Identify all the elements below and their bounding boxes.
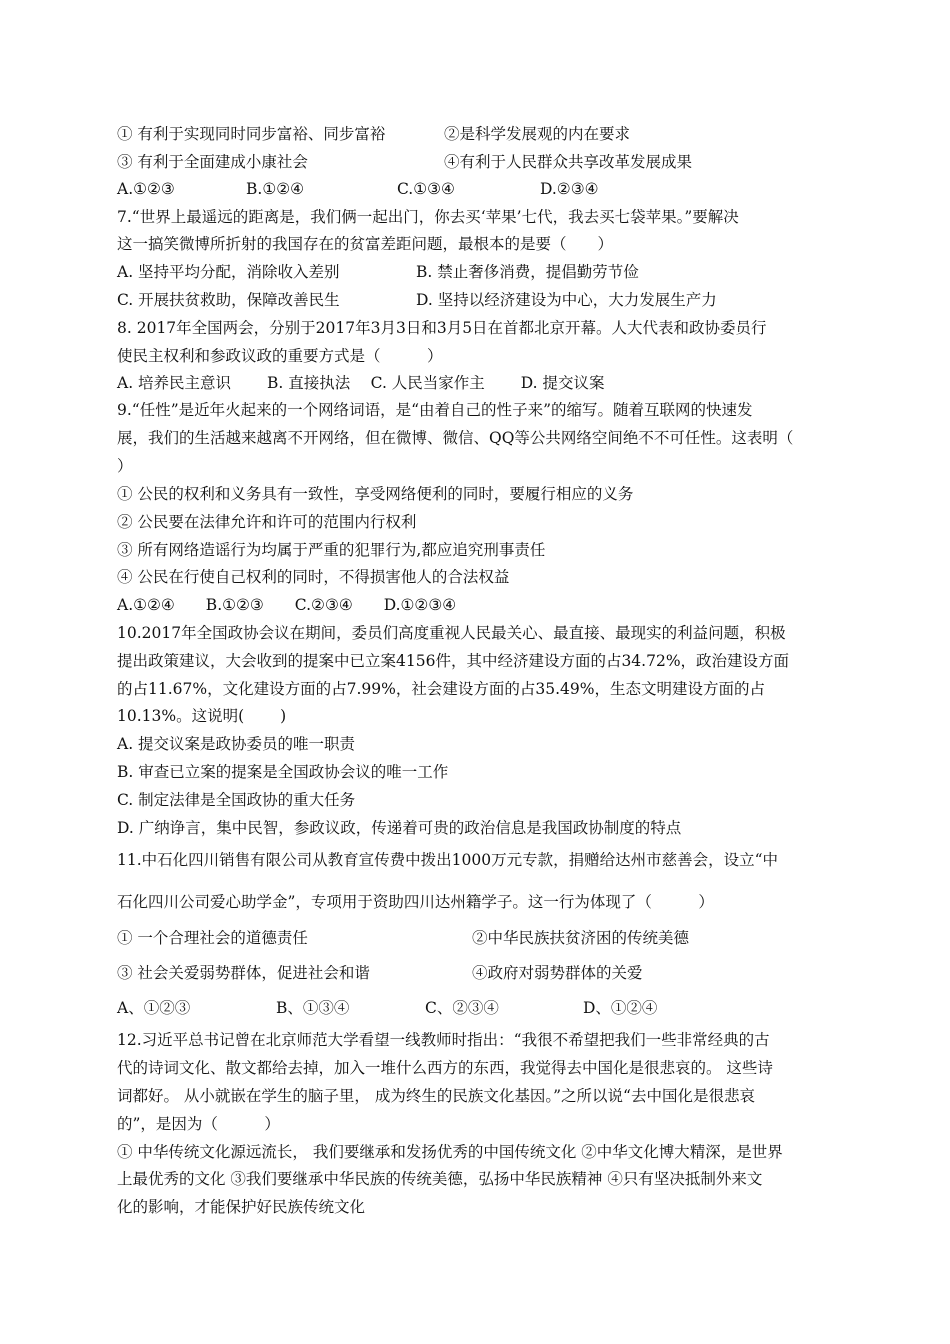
q12-statements-line-3: 化的影响，才能保护好民族传统文化 — [117, 1198, 366, 1216]
q12-statements-line-1: ① 中华传统文化源远流长， 我们要继承和发扬优秀的中国传统文化 ②中华文化博大精深，是世界 — [117, 1143, 783, 1161]
q10-stem-line-2: 提出政策建议，大会收到的提案中已立案4156件，其中经济建设方面的占34.72%，政治建设方面 — [117, 652, 790, 670]
q11-answer-d: D、①②④ — [583, 999, 658, 1017]
q11-statement-4: ④政府对弱势群体的关爱 — [472, 964, 643, 982]
q9-stem-line-3: ） — [117, 457, 133, 475]
q8-options: A. 培养民主意识 B. 直接执法 C. 人民当家作主 D. 提交议案 — [117, 374, 605, 392]
q9-answers: A.①②④ B.①②③ C.②③④ D.①②③④ — [117, 596, 457, 614]
q11-answer-a: A、①②③ — [117, 999, 191, 1017]
q6-option-2: ②是科学发展观的内在要求 — [444, 125, 631, 143]
q12-stem-line-4: 的”，是因为（ ） — [117, 1115, 280, 1133]
q8-stem-line-1: 8. 2017年全国两会，分别于2017年3月3日和3月5日在首都北京开幕。人大代表和政协委员行 — [117, 319, 767, 337]
q11-answer-b: B、①③④ — [276, 999, 350, 1017]
q7-option-d: D. 坚持以经济建设为中心，大力发展生产力 — [416, 291, 717, 309]
q10-option-c: C. 制定法律是全国政协的重大任务 — [117, 791, 356, 809]
q10-option-d: D. 广纳诤言，集中民智，参政议政，传递着可贵的政治信息是我国政协制度的特点 — [117, 819, 682, 837]
q7-stem-line-2: 这一搞笑微博所折射的我国存在的贫富差距问题，最根本的是要（ ） — [117, 235, 614, 253]
q11-statement-2: ②中华民族扶贫济困的传统美德 — [472, 929, 690, 947]
q11-statement-3: ③ 社会关爱弱势群体，促进社会和谐 — [117, 964, 370, 982]
q11-answer-c: C、②③④ — [425, 999, 499, 1017]
q12-stem-line-1: 12.习近平总书记曾在北京师范大学看望一线教师时指出：“我很不希望把我们一些非常经典的古 — [117, 1031, 770, 1049]
q9-stem-line-1: 9.“任性”是近年火起来的一个网络词语，是“由着自己的性子来”的缩写。随着互联网的快速发 — [117, 401, 753, 419]
q6-answer-c: C.①③④ — [397, 180, 455, 198]
q6-answer-a: A.①②③ — [117, 180, 175, 198]
q9-statement-4: ④ 公民在行使自己权利的同时，不得损害他人的合法权益 — [117, 568, 510, 586]
q10-stem-line-3: 的占11.67%，文化建设方面的占7.99%，社会建设方面的占35.49%，生态文明建设方面的占 — [117, 680, 765, 698]
q6-option-3: ③ 有利于全面建成小康社会 — [117, 153, 308, 171]
q7-stem-line-1: 7.“世界上最遥远的距离是，我们俩一起出门，你去买‘苹果’七代，我去买七袋苹果。”要解决 — [117, 208, 739, 226]
q10-stem-line-4: 10.13%。这说明( ) — [117, 707, 287, 725]
q9-statement-3: ③ 所有网络造谣行为均属于严重的犯罪行为,都应追究刑事责任 — [117, 541, 546, 559]
q7-option-a: A. 坚持平均分配，消除收入差别 — [117, 263, 340, 281]
q7-option-b: B. 禁止奢侈消费，提倡勤劳节俭 — [416, 263, 639, 281]
q6-option-4: ④有利于人民群众共享改革发展成果 — [444, 153, 693, 171]
q6-answer-b: B.①②④ — [246, 180, 305, 198]
q12-stem-line-2: 代的诗词文化、散文都给去掉，加入一堆什么西方的东西，我觉得去中国化是很悲哀的。 这些诗 — [117, 1059, 773, 1077]
q12-statements-line-2: 上最优秀的文化 ③我们要继承中华民族的传统美德，弘扬中华民族精神 ④只有坚决抵制外来文 — [117, 1170, 763, 1188]
q10-stem-line-1: 10.2017年全国政协会议在期间，委员们高度重视人民最关心、最直接、最现实的利益问题，积极 — [117, 624, 786, 642]
q9-stem-line-2: 展，我们的生活越来越离不开网络，但在微博、微信、QQ等公共网络空间绝不不可任性。这表明（ — [117, 429, 794, 447]
q10-option-b: B. 审查已立案的提案是全国政协会议的唯一工作 — [117, 763, 449, 781]
q11-stem-line-2: 石化四川公司爱心助学金”，专项用于资助四川达州籍学子。这一行为体现了（ ） — [117, 893, 714, 911]
q8-stem-line-2: 使民主权利和参政议政的重要方式是（ ） — [117, 347, 443, 365]
q11-statement-1: ① 一个合理社会的道德责任 — [117, 929, 308, 947]
q11-stem-line-1: 11.中石化四川销售有限公司从教育宣传费中拨出1000万元专款，捐赠给达州市慈善会，设立“中 — [117, 851, 779, 869]
q6-answer-d: D.②③④ — [540, 180, 599, 198]
q9-statement-1: ① 公民的权利和义务具有一致性，享受网络便利的同时，要履行相应的义务 — [117, 485, 634, 503]
q12-stem-line-3: 词都好。 从小就嵌在学生的脑子里， 成为终生的民族文化基因。”之所以说“去中国化是很悲哀 — [117, 1087, 755, 1105]
q7-option-c: C. 开展扶贫救助，保障改善民生 — [117, 291, 340, 309]
q9-statement-2: ② 公民要在法律允许和许可的范围内行权利 — [117, 513, 417, 531]
q10-option-a: A. 提交议案是政协委员的唯一职责 — [117, 735, 356, 753]
q6-option-1: ① 有利于实现同时同步富裕、同步富裕 — [117, 125, 386, 143]
